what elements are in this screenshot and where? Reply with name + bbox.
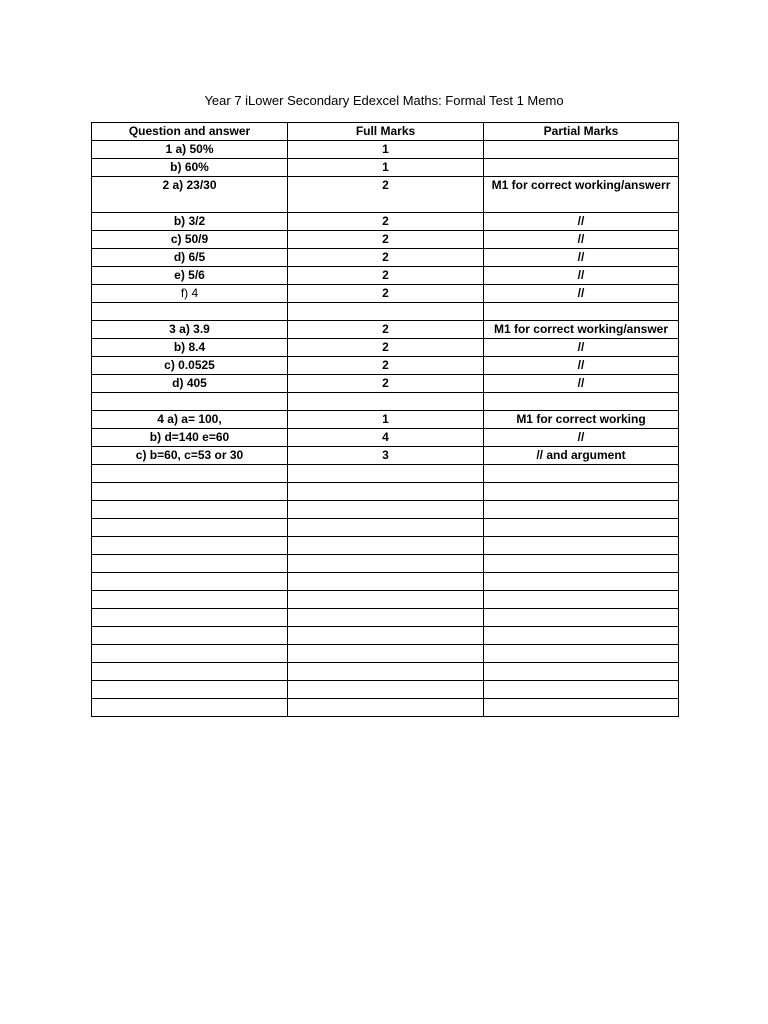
empty-cell [92,465,288,483]
table-row [92,249,679,267]
empty-cell [484,537,679,555]
full-marks-cell: 2 [288,231,484,249]
empty-cell [92,501,288,519]
empty-cell [288,681,484,699]
question-cell: b) 8.4 [92,339,288,357]
empty-cell [484,519,679,537]
empty-cell [92,609,288,627]
table-row [92,339,679,357]
empty-cell [92,699,288,717]
full-marks-cell: 2 [288,375,484,393]
question-cell [92,303,288,321]
partial-marks-cell: // [484,249,679,267]
empty-cell [288,501,484,519]
table-header-row [92,123,679,141]
question-cell: 1 a) 50% [92,141,288,159]
full-marks-cell: 2 [288,285,484,303]
partial-marks-cell: M1 for correct working [484,411,679,429]
full-marks-cell: 2 [288,339,484,357]
question-cell: b) 3/2 [92,213,288,231]
empty-cell [288,609,484,627]
empty-cell [92,519,288,537]
empty-cell [484,609,679,627]
partial-marks-cell: // [484,357,679,375]
table-row [92,267,679,285]
full-marks-cell: 2 [288,177,484,213]
table-row [92,357,679,375]
partial-marks-cell: // [484,267,679,285]
empty-row [92,537,679,555]
table-row [92,285,679,303]
empty-cell [484,645,679,663]
header-partial-marks: Partial Marks [484,123,679,141]
empty-cell [92,555,288,573]
empty-cell [288,465,484,483]
empty-cell [484,465,679,483]
empty-cell [484,555,679,573]
empty-cell [484,573,679,591]
empty-cell [288,519,484,537]
empty-cell [484,699,679,717]
empty-cell [92,645,288,663]
empty-row [92,519,679,537]
partial-marks-cell: // [484,339,679,357]
empty-cell [484,483,679,501]
question-cell: 4 a) a= 100, [92,411,288,429]
header-question-and-answer: Question and answer [92,123,288,141]
table-row [92,375,679,393]
empty-cell [92,627,288,645]
full-marks-cell: 1 [288,141,484,159]
table-row-blank [92,303,679,321]
empty-row [92,627,679,645]
table-row [92,411,679,429]
partial-marks-cell: // [484,375,679,393]
question-cell: d) 405 [92,375,288,393]
table-row [92,447,679,465]
empty-cell [92,483,288,501]
partial-marks-cell: // [484,231,679,249]
empty-cell [92,681,288,699]
empty-row [92,465,679,483]
empty-cell [484,681,679,699]
empty-cell [92,591,288,609]
question-cell: d) 6/5 [92,249,288,267]
empty-row [92,591,679,609]
partial-marks-cell [484,303,679,321]
empty-row [92,483,679,501]
empty-cell [288,699,484,717]
empty-cell [288,483,484,501]
empty-row [92,663,679,681]
question-cell: c) 50/9 [92,231,288,249]
partial-marks-cell [484,141,679,159]
full-marks-cell [288,303,484,321]
table-row [92,429,679,447]
empty-row [92,555,679,573]
table-row [92,321,679,339]
empty-cell [288,555,484,573]
empty-row [92,681,679,699]
header-full-marks: Full Marks [288,123,484,141]
empty-row [92,645,679,663]
empty-cell [288,573,484,591]
table-row [92,231,679,249]
partial-marks-cell: // [484,429,679,447]
full-marks-cell: 2 [288,321,484,339]
table-row [92,141,679,159]
full-marks-cell: 2 [288,357,484,375]
partial-marks-cell [484,159,679,177]
table-row [92,213,679,231]
full-marks-cell [288,393,484,411]
full-marks-cell: 1 [288,159,484,177]
question-cell: 3 a) 3.9 [92,321,288,339]
partial-marks-cell: // [484,285,679,303]
empty-row [92,501,679,519]
partial-marks-cell [484,393,679,411]
question-cell: e) 5/6 [92,267,288,285]
empty-cell [484,591,679,609]
partial-marks-cell: // [484,213,679,231]
empty-cell [484,501,679,519]
partial-marks-cell: // and argument [484,447,679,465]
page-title: Year 7 iLower Secondary Edexcel Maths: Formal Test 1 Memo [204,93,564,108]
question-cell: b) d=140 e=60 [92,429,288,447]
full-marks-cell: 1 [288,411,484,429]
empty-cell [484,627,679,645]
empty-cell [288,591,484,609]
empty-cell [92,537,288,555]
full-marks-cell: 2 [288,267,484,285]
question-cell: b) 60% [92,159,288,177]
question-cell: f) 4 [92,285,288,303]
table-row-blank [92,393,679,411]
empty-cell [484,663,679,681]
full-marks-cell: 4 [288,429,484,447]
empty-cell [288,645,484,663]
empty-cell [288,663,484,681]
empty-cell [288,537,484,555]
empty-cell [288,627,484,645]
partial-marks-cell: M1 for correct working/answerr [484,177,679,213]
question-cell [92,393,288,411]
empty-row [92,573,679,591]
partial-marks-cell: M1 for correct working/answer [484,321,679,339]
full-marks-cell: 3 [288,447,484,465]
empty-row [92,609,679,627]
empty-row [92,699,679,717]
question-cell: c) 0.0525 [92,357,288,375]
table-row [92,177,679,213]
table-row [92,159,679,177]
full-marks-cell: 2 [288,249,484,267]
question-cell: c) b=60, c=53 or 30 [92,447,288,465]
question-cell: 2 a) 23/30 [92,177,288,213]
marks-table [91,122,679,717]
full-marks-cell: 2 [288,213,484,231]
empty-cell [92,573,288,591]
empty-cell [92,663,288,681]
